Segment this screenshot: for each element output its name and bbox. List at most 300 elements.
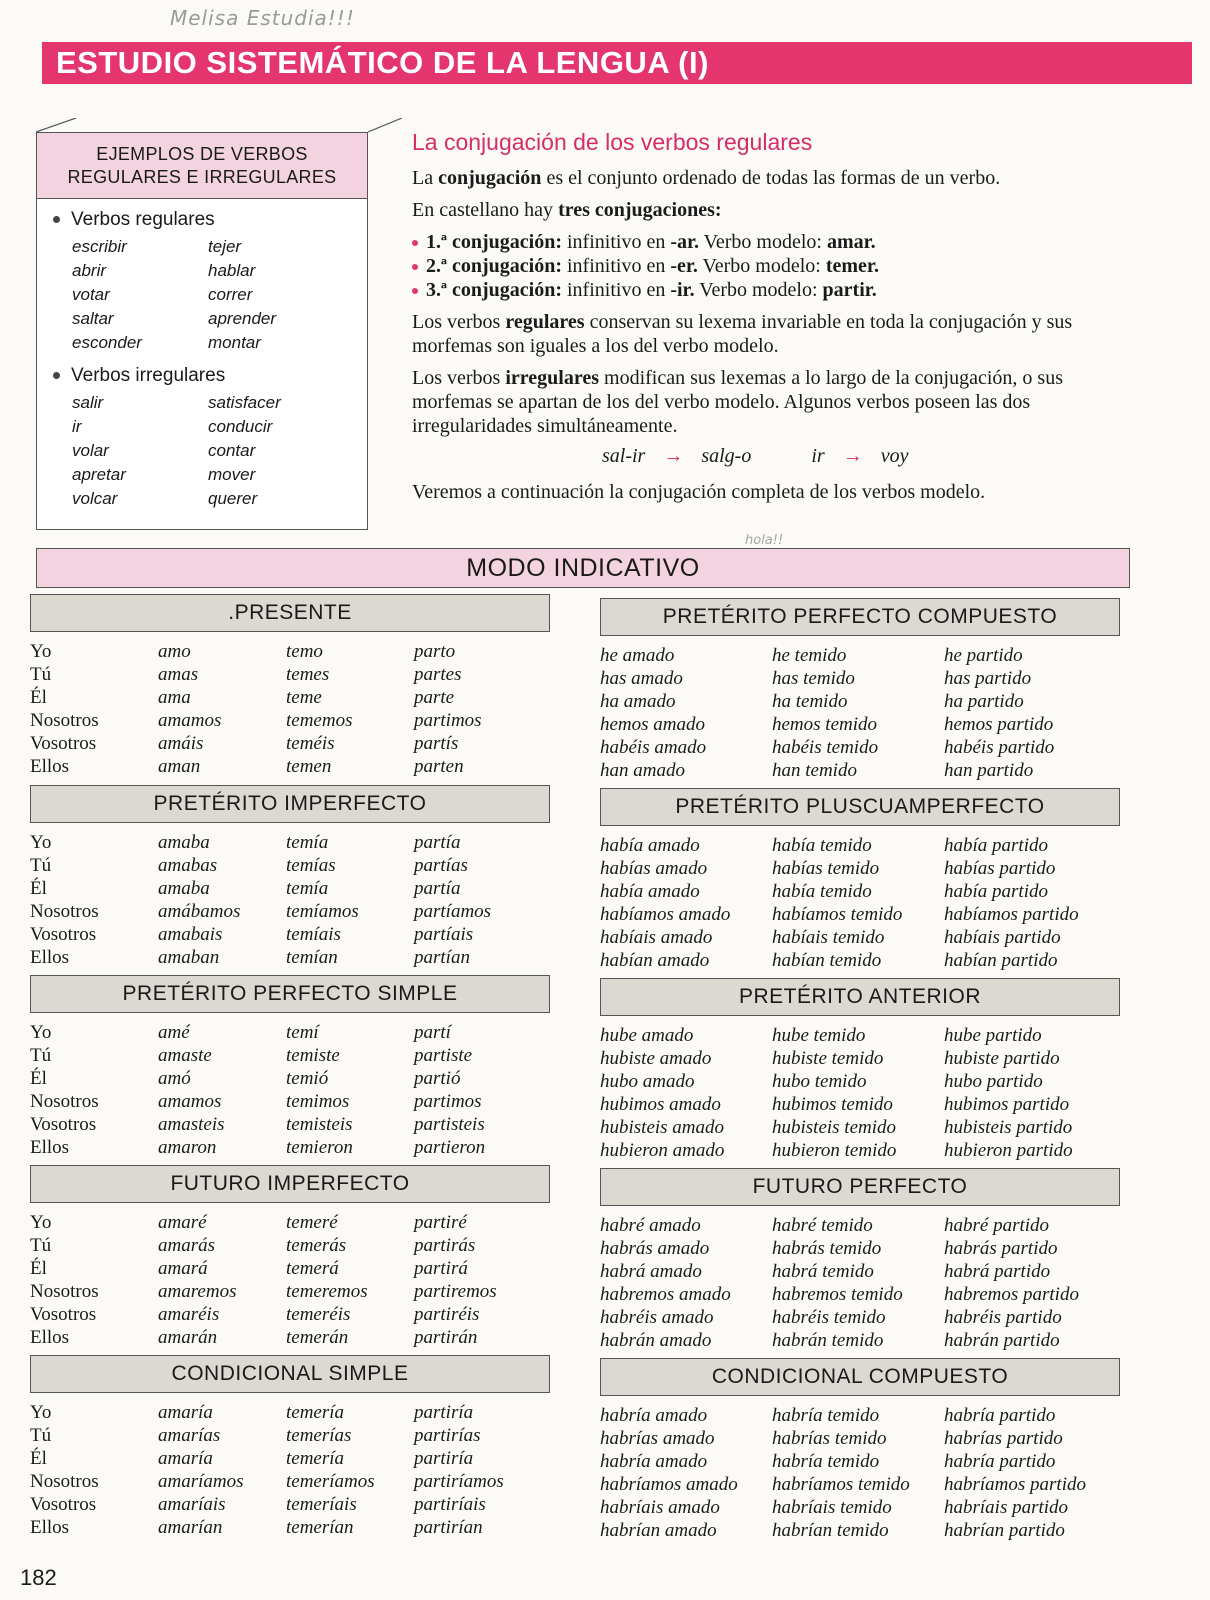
verb-form: teme bbox=[286, 687, 322, 708]
verb-form: amarás bbox=[158, 1235, 216, 1256]
conjugation-row bbox=[600, 1070, 1120, 1093]
conjugation-row bbox=[30, 1493, 550, 1516]
tense-presente bbox=[30, 594, 550, 778]
verb-item: votar bbox=[72, 285, 110, 304]
person-label: Ellos bbox=[30, 756, 70, 777]
examples-title-2: REGULARES E IRREGULARES bbox=[67, 167, 337, 187]
verb-form: temíamos bbox=[286, 901, 359, 922]
verb-form: habrá amado bbox=[600, 1261, 702, 1282]
tense-condicional-compuesto bbox=[600, 1358, 1120, 1542]
verb-form: amaron bbox=[158, 1137, 217, 1158]
verb-form: partirán bbox=[414, 1327, 478, 1348]
verb-form: ama bbox=[158, 687, 191, 708]
person-label: Vosotros bbox=[30, 1114, 97, 1135]
section-heading: La conjugación de los verbos regulares bbox=[412, 129, 813, 155]
tense-title: CONDICIONAL SIMPLE bbox=[30, 1355, 550, 1393]
conjugation-row bbox=[30, 900, 550, 923]
bold-term: conjugación bbox=[438, 167, 542, 189]
verb-form: hubisteis amado bbox=[600, 1117, 725, 1138]
verb-form: temeremos bbox=[286, 1281, 368, 1302]
conj-model: partir. bbox=[822, 279, 877, 301]
verb-form: habrías amado bbox=[600, 1428, 715, 1449]
paragraph-definition bbox=[412, 166, 1132, 190]
conjugation-row bbox=[30, 831, 550, 854]
verb-form: temíais bbox=[286, 924, 341, 945]
text: modifican sus lexemas a lo largo de la conjugación, o sus morfemas se apartan de los del verbo modelo. Algunos verbos poseen las dos irregularidades simultáneamente. bbox=[412, 367, 1063, 437]
verb-form: temían bbox=[286, 947, 338, 968]
verb-form: temerían bbox=[286, 1517, 354, 1538]
conjugation-row bbox=[600, 857, 1120, 880]
verb-form: partí bbox=[414, 1022, 451, 1043]
verb-form: habremos temido bbox=[772, 1284, 903, 1305]
verb-form: han partido bbox=[944, 760, 1034, 781]
verb-form: temeréis bbox=[286, 1304, 351, 1325]
person-label: Nosotros bbox=[30, 1281, 99, 1302]
verb-form: habrás partido bbox=[944, 1238, 1058, 1259]
verb-form: temisteis bbox=[286, 1114, 353, 1135]
conj-num: 3.ª conjugación: bbox=[426, 279, 562, 301]
verb-form: temería bbox=[286, 1448, 345, 1469]
person-label: Nosotros bbox=[30, 901, 99, 922]
verb-form: hubimos temido bbox=[772, 1094, 893, 1115]
verb-form: habríamos temido bbox=[772, 1474, 910, 1495]
tense-preterito-perfecto-simple bbox=[30, 975, 550, 1159]
verb-form: habéis partido bbox=[944, 737, 1055, 758]
verb-form: habían amado bbox=[600, 950, 710, 971]
page-banner: ESTUDIO SISTEMÁTICO DE LA LENGUA (I) bbox=[42, 42, 1192, 84]
person-label: Él bbox=[30, 687, 47, 708]
tense-title: .PRESENTE bbox=[30, 594, 550, 632]
verb-form: habría temido bbox=[772, 1405, 880, 1426]
verb-form: temiste bbox=[286, 1045, 340, 1066]
verb-form: habrán amado bbox=[600, 1330, 712, 1351]
conjugation-rows bbox=[30, 640, 550, 778]
verb-form: amo bbox=[158, 641, 191, 662]
verb-item: volar bbox=[72, 441, 109, 460]
verb-form: habían partido bbox=[944, 950, 1058, 971]
person-label: Él bbox=[30, 1068, 47, 1089]
verb-form: amarían bbox=[158, 1517, 223, 1538]
verb-form: hubo amado bbox=[600, 1071, 695, 1092]
verb-item: esconder bbox=[72, 333, 142, 352]
verb-form: partió bbox=[414, 1068, 461, 1089]
bullet-icon bbox=[53, 372, 60, 379]
pink-bullet-icon bbox=[412, 288, 418, 294]
person-label: Yo bbox=[30, 1022, 52, 1043]
conjugation-row bbox=[600, 1283, 1120, 1306]
conjugation-row bbox=[600, 1214, 1120, 1237]
arrow-right-icon: → bbox=[842, 445, 863, 467]
person-label: Tú bbox=[30, 1045, 52, 1066]
conjugation-row bbox=[600, 736, 1120, 759]
conjugation-row bbox=[30, 686, 550, 709]
verb-form: amaste bbox=[158, 1045, 212, 1066]
verb-item: aprender bbox=[208, 309, 277, 328]
verb-form: hube temido bbox=[772, 1025, 866, 1046]
verb-form: ha amado bbox=[600, 691, 676, 712]
verb-form: habrás amado bbox=[600, 1238, 710, 1259]
verb-form: habrían temido bbox=[772, 1520, 889, 1541]
conj-model: temer. bbox=[825, 255, 879, 277]
conjugation-row bbox=[30, 1401, 550, 1424]
regular-label-text: Verbos regulares bbox=[71, 209, 215, 230]
text: En castellano hay bbox=[412, 199, 559, 221]
conj-ending: -ar. bbox=[670, 231, 700, 253]
tense-title: CONDICIONAL COMPUESTO bbox=[600, 1358, 1120, 1396]
conjugation-row bbox=[30, 877, 550, 900]
verb-form: partiste bbox=[414, 1045, 473, 1066]
conjugation-row bbox=[600, 1329, 1120, 1352]
verb-item: correr bbox=[208, 285, 253, 304]
conjugation-rows bbox=[30, 1401, 550, 1539]
verb-form: amáis bbox=[158, 733, 204, 754]
conjugation-row bbox=[600, 713, 1120, 736]
bold-term: tres conjugaciones: bbox=[558, 199, 722, 221]
verb-form: ha partido bbox=[944, 691, 1024, 712]
conjugation-rows bbox=[30, 1021, 550, 1159]
conjugation-row bbox=[30, 663, 550, 686]
intro-section bbox=[412, 130, 1132, 512]
verb-form: amaba bbox=[158, 878, 210, 899]
verb-form: habíais amado bbox=[600, 927, 713, 948]
person-label: Yo bbox=[30, 832, 52, 853]
person-label: Vosotros bbox=[30, 733, 97, 754]
verb-form: has partido bbox=[944, 668, 1032, 689]
verb-item: ir bbox=[72, 417, 82, 436]
verb-form: habría partido bbox=[944, 1451, 1056, 1472]
text: infinitivo en bbox=[562, 279, 671, 301]
tense-condicional-simple bbox=[30, 1355, 550, 1539]
verb-form: partirás bbox=[414, 1235, 476, 1256]
person-label: Nosotros bbox=[30, 1091, 99, 1112]
tense-title: PRETÉRITO PERFECTO SIMPLE bbox=[30, 975, 550, 1013]
person-label: Ellos bbox=[30, 1137, 70, 1158]
person-label: Vosotros bbox=[30, 1494, 97, 1515]
text: infinitivo en bbox=[562, 231, 671, 253]
verb-form: habías temido bbox=[772, 858, 880, 879]
pink-bullet-icon bbox=[412, 264, 418, 270]
conjugation-row bbox=[30, 640, 550, 663]
conjugation-row bbox=[600, 1306, 1120, 1329]
person-label: Vosotros bbox=[30, 1304, 97, 1325]
irregular-verbs-list bbox=[72, 391, 367, 511]
verb-form: teméis bbox=[286, 733, 335, 754]
conjugation-row bbox=[30, 1113, 550, 1136]
verb-form: partirías bbox=[414, 1425, 481, 1446]
verb-form: habíamos amado bbox=[600, 904, 731, 925]
verb-form: amó bbox=[158, 1068, 191, 1089]
tense-preterito-imperfecto bbox=[30, 785, 550, 969]
verb-form: parto bbox=[414, 641, 456, 662]
handwritten-note-mid: hola!! bbox=[745, 533, 784, 548]
conjugation-row bbox=[30, 1067, 550, 1090]
conjugation-rows bbox=[600, 1214, 1120, 1352]
verb-form: habréis partido bbox=[944, 1307, 1062, 1328]
verb-form: hubimos partido bbox=[944, 1094, 1070, 1115]
text: conservan su lexema invariable en toda la conjugación y sus morfemas son iguales a los del verbo modelo. bbox=[412, 311, 1073, 357]
verb-form: temería bbox=[286, 1402, 345, 1423]
verb-form: habríais temido bbox=[772, 1497, 892, 1518]
verb-form: hemos partido bbox=[944, 714, 1054, 735]
verb-form: hubiste temido bbox=[772, 1048, 884, 1069]
verb-form: partiréis bbox=[414, 1304, 480, 1325]
verb-form: hubieron partido bbox=[944, 1140, 1073, 1161]
verb-item: escribir bbox=[72, 237, 127, 256]
verb-form: partías bbox=[414, 855, 468, 876]
verb-form: había temido bbox=[772, 835, 872, 856]
verb-item: hablar bbox=[208, 261, 256, 280]
verb-form: habrían partido bbox=[944, 1520, 1065, 1541]
verb-form: habréis amado bbox=[600, 1307, 714, 1328]
irregular-examples bbox=[602, 444, 1132, 468]
bullet-icon bbox=[53, 216, 60, 223]
conjugation-rows bbox=[600, 1404, 1120, 1542]
verb-form: había amado bbox=[600, 835, 700, 856]
conjugation-rows bbox=[30, 831, 550, 969]
verb-form: partiríais bbox=[414, 1494, 486, 1515]
verb-form: temimos bbox=[286, 1091, 350, 1112]
verb-form: había partido bbox=[944, 881, 1048, 902]
verb-item: satisfacer bbox=[208, 393, 281, 412]
conjugation-row bbox=[30, 732, 550, 755]
conjugation-row bbox=[30, 946, 550, 969]
example-word: voy bbox=[880, 445, 909, 467]
pink-bullet-icon bbox=[412, 240, 418, 246]
verb-form: habíamos temido bbox=[772, 904, 903, 925]
verb-form: hube amado bbox=[600, 1025, 694, 1046]
verb-form: amaré bbox=[158, 1212, 207, 1233]
examples-header bbox=[37, 133, 367, 199]
person-label: Ellos bbox=[30, 1327, 70, 1348]
verb-form: amábamos bbox=[158, 901, 241, 922]
tense-futuro-imperfecto bbox=[30, 1165, 550, 1349]
verb-item: tejer bbox=[208, 237, 242, 256]
verb-form: partiría bbox=[414, 1402, 474, 1423]
verb-form: habrá temido bbox=[772, 1261, 874, 1282]
person-label: Yo bbox=[30, 1402, 52, 1423]
person-label: Vosotros bbox=[30, 924, 97, 945]
verb-form: habríamos partido bbox=[944, 1474, 1086, 1495]
tense-title: PRETÉRITO PLUSCUAMPERFECTO bbox=[600, 788, 1120, 826]
bold-term: regulares bbox=[505, 311, 585, 333]
conjugation-row bbox=[600, 1427, 1120, 1450]
verb-form: habría amado bbox=[600, 1451, 708, 1472]
paragraph-conjugations bbox=[412, 198, 1132, 222]
arrow-right-icon: → bbox=[663, 445, 684, 467]
text: Verbo modelo: bbox=[694, 279, 823, 301]
verb-item: abrir bbox=[72, 261, 107, 280]
conj-num: 1.ª conjugación: bbox=[426, 231, 562, 253]
conjugation-row bbox=[30, 1044, 550, 1067]
text: Los verbos bbox=[412, 311, 506, 333]
conjugation-row bbox=[30, 1234, 550, 1257]
conjugation-row bbox=[30, 854, 550, 877]
verb-form: han temido bbox=[772, 760, 857, 781]
verb-form: parten bbox=[414, 756, 464, 777]
verb-form: habéis amado bbox=[600, 737, 707, 758]
verb-form: temieron bbox=[286, 1137, 353, 1158]
verb-form: amaba bbox=[158, 832, 210, 853]
person-label: Tú bbox=[30, 855, 52, 876]
conjugation-row bbox=[600, 1093, 1120, 1116]
verb-form: temen bbox=[286, 756, 332, 777]
verb-form: partían bbox=[414, 947, 470, 968]
conjugation-row bbox=[30, 709, 550, 732]
example-word: salg-o bbox=[701, 445, 752, 467]
conjugation-row bbox=[30, 1090, 550, 1113]
verb-form: habrías partido bbox=[944, 1428, 1063, 1449]
verb-form: habías amado bbox=[600, 858, 708, 879]
verb-form: hubisteis temido bbox=[772, 1117, 897, 1138]
conjugation-row bbox=[600, 1260, 1120, 1283]
verb-form: habría amado bbox=[600, 1405, 708, 1426]
verb-form: hubiste partido bbox=[944, 1048, 1060, 1069]
verb-form: ha temido bbox=[772, 691, 848, 712]
verb-form: hubimos amado bbox=[600, 1094, 721, 1115]
examples-box bbox=[36, 132, 368, 530]
person-label: Él bbox=[30, 1448, 47, 1469]
person-label: Yo bbox=[30, 1212, 52, 1233]
tense-title: PRETÉRITO PERFECTO COMPUESTO bbox=[600, 598, 1120, 636]
conjugation-item bbox=[412, 230, 1132, 254]
verb-form: he temido bbox=[772, 645, 847, 666]
conjugation-rows bbox=[30, 1211, 550, 1349]
verb-form: habríais amado bbox=[600, 1497, 720, 1518]
text: Los verbos bbox=[412, 367, 506, 389]
verb-form: partiremos bbox=[414, 1281, 497, 1302]
conjugation-row bbox=[600, 1116, 1120, 1139]
person-label: Tú bbox=[30, 1425, 52, 1446]
conjugation-row bbox=[30, 1424, 550, 1447]
conjugation-row bbox=[600, 1237, 1120, 1260]
conjugation-row bbox=[30, 1136, 550, 1159]
verb-form: habremos partido bbox=[944, 1284, 1079, 1305]
tense-title: PRETÉRITO IMPERFECTO bbox=[30, 785, 550, 823]
conj-num: 2.ª conjugación: bbox=[426, 255, 562, 277]
verb-form: parte bbox=[414, 687, 455, 708]
verb-form: habíais partido bbox=[944, 927, 1061, 948]
conjugation-row bbox=[30, 755, 550, 778]
conjugation-row bbox=[600, 1404, 1120, 1427]
conjugation-row bbox=[30, 1516, 550, 1539]
verb-form: temeré bbox=[286, 1212, 338, 1233]
verb-form: he partido bbox=[944, 645, 1023, 666]
verb-form: partía bbox=[414, 832, 461, 853]
text: Verbo modelo: bbox=[699, 231, 827, 253]
conjugation-row bbox=[600, 1473, 1120, 1496]
tense-futuro-perfecto bbox=[600, 1168, 1120, 1352]
conj-model: amar. bbox=[826, 231, 876, 253]
verb-form: partíamos bbox=[414, 901, 492, 922]
person-label: Tú bbox=[30, 664, 52, 685]
conjugation-row bbox=[30, 1326, 550, 1349]
conjugation-row bbox=[30, 1280, 550, 1303]
conjugation-item bbox=[412, 278, 1132, 302]
verb-form: temerán bbox=[286, 1327, 349, 1348]
conjugation-row bbox=[600, 1024, 1120, 1047]
conjugation-row bbox=[30, 1447, 550, 1470]
conjugation-item bbox=[412, 254, 1132, 278]
verb-form: has temido bbox=[772, 668, 855, 689]
verb-form: habrías temido bbox=[772, 1428, 887, 1449]
verb-form: amabas bbox=[158, 855, 218, 876]
text: es el conjunto ordenado de todas las formas de un verbo. bbox=[541, 167, 1001, 189]
conjugation-row bbox=[600, 1496, 1120, 1519]
conjugation-row bbox=[600, 759, 1120, 782]
conjugation-rows bbox=[600, 1024, 1120, 1162]
verb-form: temías bbox=[286, 855, 336, 876]
verb-form: hubo partido bbox=[944, 1071, 1043, 1092]
verb-form: temeríais bbox=[286, 1494, 357, 1515]
conjugation-rows bbox=[600, 644, 1120, 782]
conjugation-rows bbox=[600, 834, 1120, 972]
verb-form: amamos bbox=[158, 1091, 222, 1112]
paragraph-irregular bbox=[412, 366, 1132, 438]
conjugation-row bbox=[30, 1257, 550, 1280]
page-number: 182 bbox=[20, 1565, 57, 1590]
paragraph-regular bbox=[412, 310, 1132, 358]
conjugation-row bbox=[600, 1519, 1120, 1542]
conjugation-row bbox=[600, 880, 1120, 903]
verb-item: mover bbox=[208, 465, 256, 484]
person-label: Ellos bbox=[30, 947, 70, 968]
text: La bbox=[412, 167, 439, 189]
verb-form: amasteis bbox=[158, 1114, 225, 1135]
verb-form: hube partido bbox=[944, 1025, 1042, 1046]
verb-item: conducir bbox=[208, 417, 273, 436]
conjugation-row bbox=[600, 1047, 1120, 1070]
verb-form: amaban bbox=[158, 947, 220, 968]
regular-verbs-label bbox=[53, 209, 367, 231]
conjugation-row bbox=[600, 834, 1120, 857]
verb-form: partiría bbox=[414, 1448, 474, 1469]
modo-indicativo-heading: MODO INDICATIVO bbox=[36, 548, 1130, 588]
verb-form: habían temido bbox=[772, 950, 882, 971]
verb-form: amarán bbox=[158, 1327, 218, 1348]
verb-item: salir bbox=[72, 393, 104, 412]
verb-form: habría partido bbox=[944, 1405, 1056, 1426]
verb-form: han amado bbox=[600, 760, 685, 781]
verb-form: habíamos partido bbox=[944, 904, 1079, 925]
verb-form: habrás temido bbox=[772, 1238, 882, 1259]
verb-form: partisteis bbox=[414, 1114, 485, 1135]
verb-form: he amado bbox=[600, 645, 675, 666]
verb-form: hubieron amado bbox=[600, 1140, 725, 1161]
verb-form: hubieron temido bbox=[772, 1140, 897, 1161]
verb-form: habré partido bbox=[944, 1215, 1050, 1236]
person-label: Nosotros bbox=[30, 710, 99, 731]
person-label: Nosotros bbox=[30, 1471, 99, 1492]
verb-form: había temido bbox=[772, 881, 872, 902]
verb-form: partieron bbox=[414, 1137, 486, 1158]
verb-form: partes bbox=[414, 664, 462, 685]
verb-form: amaría bbox=[158, 1402, 213, 1423]
verb-form: hubiste amado bbox=[600, 1048, 712, 1069]
conjugation-row bbox=[30, 1211, 550, 1234]
irregular-verbs-label bbox=[53, 365, 367, 387]
verb-form: habréis temido bbox=[772, 1307, 886, 1328]
conjugation-row bbox=[600, 926, 1120, 949]
example-word: ir bbox=[811, 445, 825, 467]
irregular-label-text: Verbos irregulares bbox=[71, 365, 226, 386]
verb-form: amaríais bbox=[158, 1494, 226, 1515]
verb-form: partía bbox=[414, 878, 461, 899]
conj-ending: -ir. bbox=[670, 279, 695, 301]
conjugation-row bbox=[600, 949, 1120, 972]
verb-form: partiré bbox=[414, 1212, 467, 1233]
verb-form: amas bbox=[158, 664, 199, 685]
verb-form: temí bbox=[286, 1022, 319, 1043]
